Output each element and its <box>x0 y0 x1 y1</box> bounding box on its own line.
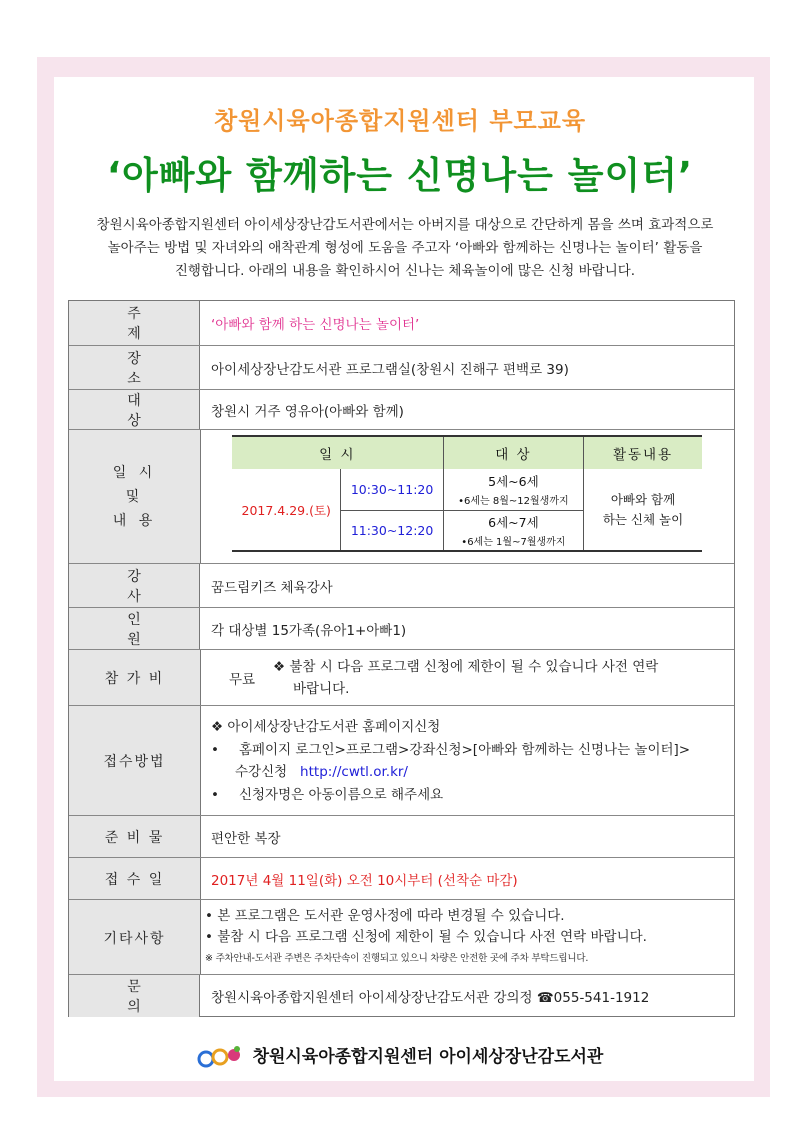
session-target <box>443 469 583 510</box>
flyer-subtitle: 창원시육아종합지원센터 부모교육 <box>213 107 587 135</box>
row-date <box>69 857 734 900</box>
date-value: 2017년 4월 11일(화) 오전 10시부터 (선착순 마감) <box>211 873 518 889</box>
footer <box>0 1042 800 1069</box>
apply-item: ❖ 아이세상장난감도서관 홈페이지신청 <box>211 719 441 735</box>
info-table <box>68 300 735 1017</box>
label-line: 내 용 <box>112 513 157 529</box>
session-activity <box>584 469 702 551</box>
label-line: 및 <box>125 489 144 505</box>
fee-value: 무료 <box>229 672 256 688</box>
prepare-value: 편안한 복장 <box>211 831 281 847</box>
apply-note: 신청자명은 아동이름으로 해주세요 <box>238 787 444 803</box>
contact-value: 창원시육아종합지원센터 아이세상장난감도서관 강의정 ☎055-541-1912 <box>211 990 650 1006</box>
place-value: 아이세상장난감도서관 프로그램실(창원시 진해구 편백로 39) <box>211 362 569 378</box>
fee-cell <box>229 650 726 706</box>
apply-step-text: 수강신청 <box>235 764 288 780</box>
center-logo-icon <box>197 1045 243 1069</box>
schedule-date: 2017.4.29.(토) <box>232 469 341 551</box>
row-contact <box>69 974 734 1017</box>
header-activity: 활동내용 <box>584 436 702 469</box>
row-label: 준 비 물 <box>69 816 201 858</box>
topic-value: ‘아빠와 함께 하는 신명나는 놀이터’ <box>211 317 420 333</box>
instructor-value: 꿈드림키즈 체육강사 <box>211 580 333 596</box>
session-age: 6세~7세 <box>488 514 539 530</box>
row-label: 주 제 <box>69 301 200 345</box>
row-label: 기타사항 <box>69 900 201 975</box>
apply-item <box>211 784 443 806</box>
bullet: • <box>211 787 219 803</box>
row-label: 접수방법 <box>69 706 201 816</box>
footer-text: 창원시육아종합지원센터 아이세상장난감도서관 <box>252 1047 604 1067</box>
apply-item <box>211 761 408 784</box>
apply-step-text: 홈페이지 로그인>프로그램>강좌신청>[아빠와 함께하는 신명나는 놀이터]> <box>238 742 691 758</box>
etc-item: • 불참 시 다음 프로그램 신청에 제한이 될 수 있습니다 사전 연락 바랍니다. <box>205 929 647 945</box>
row-label: 인 원 <box>69 608 200 650</box>
intro-line: 진행합니다. 아래의 내용을 확인하시어 신나는 체육놀이에 많은 신청 바랍니다. <box>174 263 636 279</box>
intro-line: 창원시육아종합지원센터 아이세상장난감도서관에서는 아버지를 대상으로 간단하게 몸을 쓰며 효과적으로 <box>96 217 714 233</box>
fee-note-line: ❖ 불참 시 다음 프로그램 신청에 제한이 될 수 있습니다 사전 연락 <box>273 659 659 675</box>
intro-paragraph <box>60 214 750 283</box>
apply-item <box>211 739 690 761</box>
row-label: 장 소 <box>69 346 200 390</box>
parking-note: ※ 주차안내-도서관 주변은 주차단속이 진행되고 있으니 차량은 안전한 곳에 주차 부탁드립니다. <box>205 953 589 964</box>
row-label: 대 상 <box>69 390 200 430</box>
row-fee <box>69 649 734 706</box>
row-apply <box>69 705 734 816</box>
row-label: 강 사 <box>69 564 200 608</box>
fee-note <box>273 656 658 700</box>
fee-note-line: 바랍니다. <box>293 681 350 697</box>
etc-cell <box>205 900 726 975</box>
schedule-table <box>232 435 702 552</box>
header-target: 대 상 <box>443 436 583 469</box>
homepage-link[interactable]: http://cwtl.or.kr/ <box>300 764 408 780</box>
etc-item: • 본 프로그램은 도서관 운영사정에 따라 변경될 수 있습니다. <box>205 908 565 924</box>
intro-line: 놀아주는 방법 및 자녀와의 애착관계 형성에 도움을 주고자 ‘아빠와 함께하는 신명나는 놀이터’ 활동을 <box>107 240 703 256</box>
row-target <box>69 389 734 430</box>
row-label: 접 수 일 <box>69 858 201 900</box>
session-time: 11:30~12:20 <box>341 510 443 551</box>
row-label: 참 가 비 <box>69 650 201 706</box>
schedule-header-row <box>232 436 702 469</box>
row-topic <box>69 301 734 345</box>
session-time: 10:30~11:20 <box>341 469 443 510</box>
activity-line: 하는 신체 놀이 <box>602 511 684 527</box>
label-line: 일 시 <box>112 465 157 481</box>
session-note: •6세는 1월~7월생까지 <box>461 536 566 548</box>
row-instructor <box>69 563 734 608</box>
target-value: 창원시 거주 영유아(아빠와 함께) <box>211 404 404 420</box>
apply-cell <box>211 706 726 816</box>
header-datetime: 일 시 <box>232 436 443 469</box>
schedule-row <box>232 469 702 510</box>
row-prepare <box>69 815 734 858</box>
row-label <box>69 430 201 564</box>
row-place <box>69 345 734 390</box>
row-etc <box>69 899 734 975</box>
session-note: •6세는 8월~12월생까지 <box>458 495 569 507</box>
session-age: 5세~6세 <box>488 473 539 489</box>
row-label: 문 의 <box>69 975 200 1017</box>
flyer-title: ‘아빠와 함께하는 신명나는 놀이터’ <box>106 154 694 197</box>
activity-line: 아빠와 함께 <box>610 491 676 507</box>
capacity-value: 각 대상별 15가족(유아1+아빠1) <box>211 623 407 639</box>
session-target <box>443 510 583 551</box>
bullet: • <box>211 742 219 758</box>
row-capacity <box>69 607 734 650</box>
